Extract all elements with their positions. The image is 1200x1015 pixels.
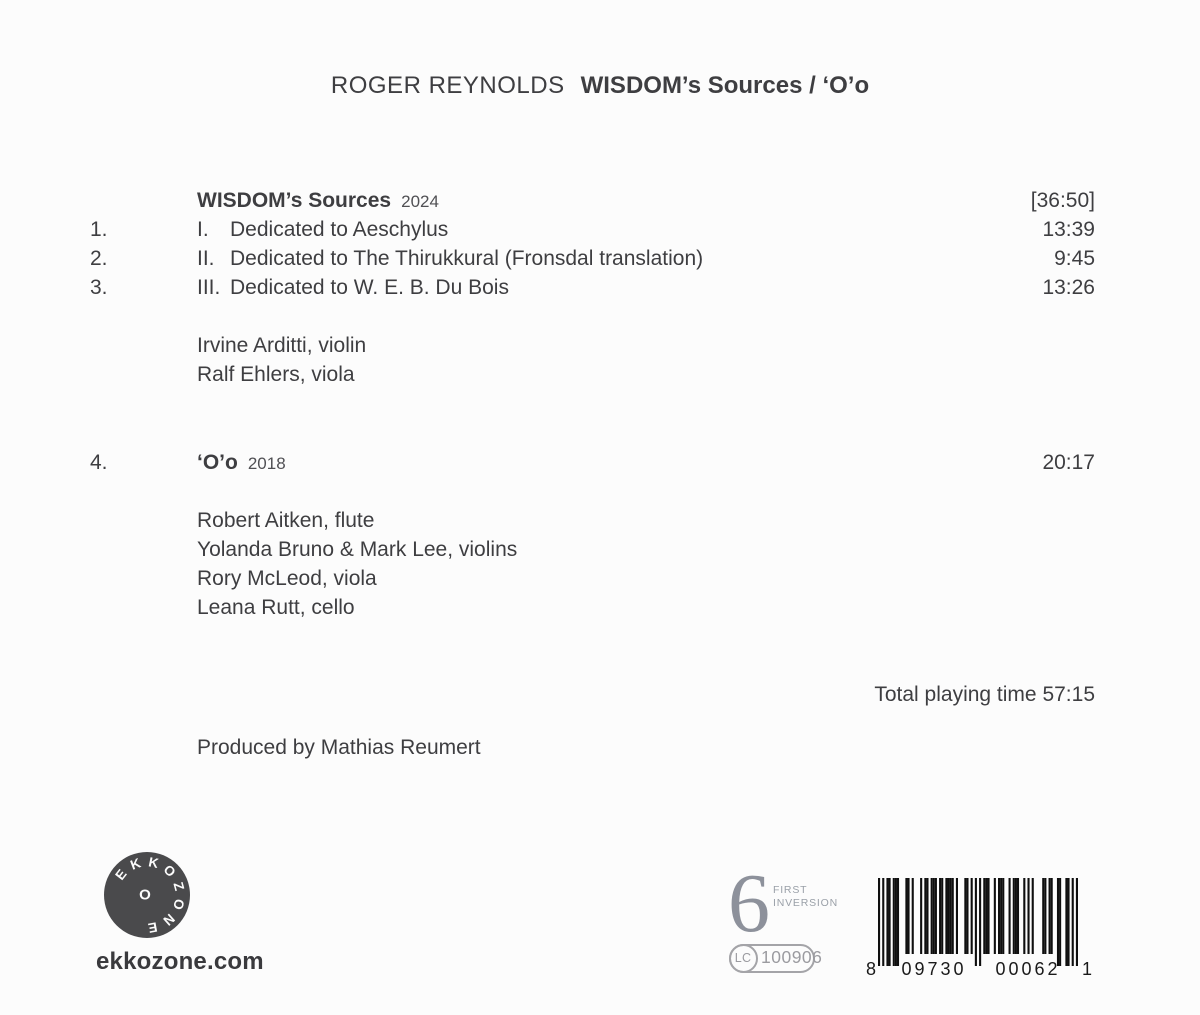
performer: Robert Aitken, flute — [197, 509, 375, 532]
track-title: Dedicated to The Thirukkural (Fronsdal translation) — [230, 247, 704, 270]
work1-title: WISDOM’s Sources — [197, 189, 392, 212]
artist-name: ROGER REYNOLDS — [330, 72, 565, 99]
track-title-group — [197, 218, 448, 242]
performer: Leana Rutt, cello — [197, 596, 355, 619]
movement-numeral: I. — [197, 218, 209, 241]
label-code-prefix: LC — [729, 944, 758, 973]
movement-numeral: II. — [197, 247, 215, 270]
first-inversion-logo — [728, 857, 858, 980]
track-number: 4. — [90, 451, 108, 474]
track-title-group — [197, 276, 509, 300]
svg-text:N: N — [160, 910, 178, 929]
svg-text:E: E — [147, 919, 159, 936]
track-time: 20:17 — [1042, 451, 1095, 474]
label-code-number: 100906 — [761, 947, 823, 967]
work1-duration: [36:50] — [1030, 189, 1095, 212]
movement-numeral: III. — [197, 276, 221, 299]
svg-text:E: E — [112, 866, 130, 883]
track-title: Dedicated to W. E. B. Du Bois — [230, 276, 509, 299]
barcode-group2: 00062 — [995, 959, 1061, 979]
first-inversion-numeral: 6 — [728, 857, 770, 950]
svg-text:O: O — [169, 897, 188, 912]
website-url: ekkozone.com — [96, 948, 264, 975]
first-inversion-word1: FIRST — [773, 884, 808, 896]
barcode-right-digit: 1 — [1082, 959, 1093, 979]
performer: Ralf Ehlers, viola — [197, 363, 355, 386]
logo-center-letter: O — [139, 886, 151, 904]
barcode-bars-icon — [878, 878, 1078, 966]
svg-text:Z: Z — [170, 880, 188, 893]
track-number: 3. — [90, 276, 108, 299]
album-title: WISDOM’s Sources / ‘O’o — [580, 72, 870, 99]
producer-credit: Produced by Mathias Reumert — [197, 736, 481, 759]
label-code-badge — [729, 944, 823, 973]
work2-title-group — [197, 451, 286, 475]
header — [0, 72, 1200, 100]
barcode-group1: 09730 — [901, 959, 967, 979]
svg-text:K: K — [147, 854, 160, 871]
performer: Irvine Arditti, violin — [197, 334, 367, 357]
performer: Rory McLeod, viola — [197, 567, 377, 590]
work2-title: ‘O’o — [197, 451, 238, 474]
upc-barcode — [862, 878, 1102, 978]
barcode-left-digit: 8 — [865, 959, 876, 979]
track-time: 9:45 — [1054, 247, 1095, 270]
track-number: 2. — [90, 247, 108, 270]
track-title: Dedicated to Aeschylus — [230, 218, 449, 241]
ekkozone-logo-icon — [104, 852, 190, 938]
svg-text:K: K — [128, 855, 143, 873]
work1-year: 2024 — [401, 192, 439, 211]
track-time: 13:26 — [1042, 276, 1095, 299]
track-title-group — [197, 247, 703, 271]
work2-year: 2018 — [247, 454, 286, 473]
track-number: 1. — [90, 218, 108, 241]
track-time: 13:39 — [1042, 218, 1095, 241]
total-playing-time: Total playing time 57:15 — [874, 683, 1095, 706]
first-inversion-word2: INVERSION — [773, 897, 838, 909]
svg-text:O: O — [160, 861, 179, 880]
performer: Yolanda Bruno & Mark Lee, violins — [197, 538, 518, 561]
work1-title-group — [197, 189, 439, 213]
